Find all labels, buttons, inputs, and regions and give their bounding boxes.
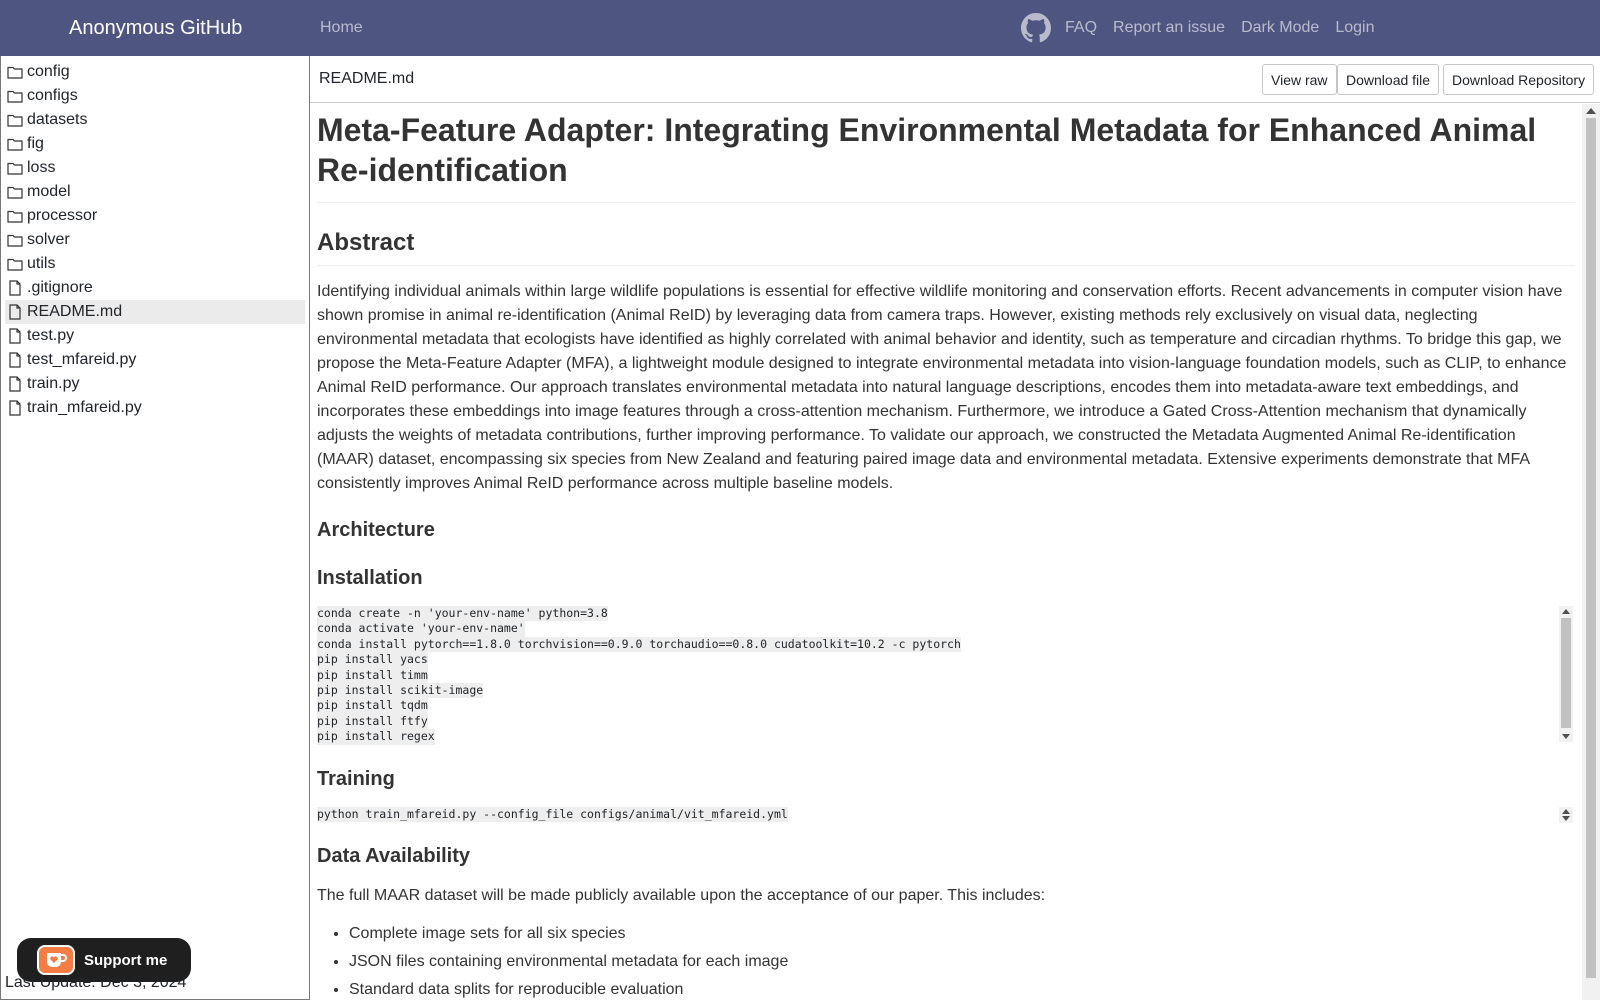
tree-item-label: test.py <box>27 327 75 344</box>
tree-folder-utils[interactable] <box>5 252 305 276</box>
content-scrollbar[interactable] <box>1582 104 1600 1000</box>
tree-file-readme-md[interactable] <box>5 300 305 324</box>
download-file-button[interactable]: Download file <box>1337 64 1439 95</box>
architecture-heading: Architecture <box>317 519 435 541</box>
tree-item-label: train.py <box>27 375 80 392</box>
data-availability-text: The full MAAR dataset will be made publicly available upon the acceptance of our paper. This includes: <box>317 887 1046 905</box>
tree-item-label: model <box>27 183 71 200</box>
last-update-text: Last Update: Dec 3, 2024 <box>5 974 187 991</box>
code-line: pip install scikit-image <box>317 683 484 698</box>
code-scrollbar[interactable] <box>1559 606 1573 742</box>
nav-dark-mode-toggle[interactable]: Dark Mode <box>1241 19 1320 36</box>
folder-icon <box>7 160 23 176</box>
tree-folder-fig[interactable] <box>5 132 305 156</box>
folder-icon <box>7 184 23 200</box>
file-tree-sidebar <box>0 56 310 1000</box>
data-availability-list <box>317 922 1575 1000</box>
training-code: python train_mfareid.py --config_file configs/animal/vit_mfareid.yml <box>317 806 788 821</box>
tree-folder-config[interactable] <box>5 60 305 84</box>
nav-right-group <box>1021 12 1390 44</box>
tree-file-gitignore[interactable] <box>5 276 305 300</box>
installation-heading: Installation <box>317 567 423 589</box>
abstract-text: Identifying individual animals within large wildlife populations is essential for effective wildlife monitoring and conservation efforts. Recent advancements in computer vision have shown promise in animal re-identification (Animal ReID) by leveraging data from camera traps. However, existing methods rely exclusively on visual data, neglecting environmental metadata that ecologists have identified as highly correlated with animal behavior and identity, such as temperature and circadian rhythms. To bridge this gap, we propose the Meta-Feature Adapter (MFA), a lightweight module designed to integrate environmental metadata into vision-language foundation models, such as CLIP, to enhance Animal ReID performance. Our approach translates environmental metadata into natural language descriptions, encodes them into metadata-aware text embeddings, and incorporates these embeddings into image features through a cross-attention mechanism. Furthermore, we introduce a Gated Cross-Attention mechanism that dynamically adjusts the weights of metadata contributions, further improving performance. To validate our approach, we constructed the Metadata Augmented Animal Re-identification (MAAR) dataset, encompassing six species from New Zealand and featuring paired image data and environmental metadata. Extensive experiments demonstrate that MFA consistently improves Animal ReID performance across multiple baseline models. <box>317 283 1567 492</box>
tree-item-label: loss <box>27 159 56 176</box>
current-file-name: README.md <box>319 70 415 87</box>
code-line: pip install timm <box>317 667 428 682</box>
folder-icon <box>7 208 23 224</box>
tree-item-label: datasets <box>27 111 88 128</box>
code-line: conda create -n 'your-env-name' python=3.8 <box>317 606 608 620</box>
code-line: pip install tqdm <box>317 698 428 713</box>
github-icon[interactable] <box>1021 13 1051 43</box>
file-icon <box>7 376 23 392</box>
list-item: • JSON files containing environmental metadata for each image <box>349 950 1575 974</box>
file-icon <box>7 304 23 320</box>
code-line: conda activate 'your-env-name' <box>317 621 525 636</box>
tree-folder-loss[interactable] <box>5 156 305 180</box>
tree-file-train-mfareid-py[interactable] <box>5 396 305 420</box>
tree-item-label: README.md <box>27 303 123 320</box>
readme-content <box>310 104 1582 1000</box>
tree-item-label: config <box>27 63 70 80</box>
folder-icon <box>7 88 23 104</box>
installation-code <box>317 606 1575 745</box>
tree-file-train-py[interactable] <box>5 372 305 396</box>
tree-folder-configs[interactable] <box>5 84 305 108</box>
download-repository-button[interactable]: Download Repository <box>1443 64 1594 95</box>
tree-folder-model[interactable] <box>5 180 305 204</box>
list-item: • Complete image sets for all six species <box>349 922 1575 946</box>
tree-item-label: configs <box>27 87 78 104</box>
training-heading: Training <box>317 767 395 790</box>
tree-item-label: train_mfareid.py <box>27 399 142 416</box>
file-viewer <box>310 56 1600 1000</box>
scroll-thumb[interactable] <box>1586 118 1596 978</box>
nav-faq-link[interactable]: FAQ <box>1065 19 1098 36</box>
tree-folder-datasets[interactable] <box>5 108 305 132</box>
scroll-up-icon[interactable] <box>1562 809 1570 814</box>
data-availability-heading: Data Availability <box>317 845 471 868</box>
tree-file-test-py[interactable] <box>5 324 305 348</box>
folder-icon <box>7 112 23 128</box>
tree-item-label: solver <box>27 231 70 248</box>
scroll-down-icon[interactable] <box>1562 816 1570 821</box>
nav-report-issue-link[interactable]: Report an issue <box>1113 19 1226 36</box>
tree-item-label: .gitignore <box>27 279 93 296</box>
training-code-scrollbar[interactable] <box>1559 807 1573 823</box>
readme-title: Meta-Feature Adapter: Integrating Environmental Metadata for Enhanced Animal Re-identification <box>317 110 1575 203</box>
tree-file-test-mfareid-py[interactable] <box>5 348 305 372</box>
scroll-up-icon[interactable] <box>1586 108 1596 114</box>
code-line: pip install regex <box>317 729 435 744</box>
tree-item-label: fig <box>27 135 44 152</box>
file-icon <box>7 400 23 416</box>
nav-home-link[interactable]: Home <box>320 19 363 36</box>
training-code-block[interactable] <box>317 807 1575 822</box>
nav-login-link[interactable]: Login <box>1335 19 1375 36</box>
folder-icon <box>7 256 23 272</box>
tree-item-label: test_mfareid.py <box>27 351 137 368</box>
support-me-label: Support me <box>84 951 168 969</box>
code-line: pip install yacs <box>317 652 428 667</box>
folder-icon <box>7 136 23 152</box>
file-icon <box>7 280 23 296</box>
scroll-up-icon[interactable] <box>1562 609 1570 614</box>
view-raw-button[interactable]: View raw <box>1262 64 1337 95</box>
file-tree <box>1 56 309 420</box>
scroll-thumb[interactable] <box>1561 618 1571 728</box>
folder-icon <box>7 64 23 80</box>
code-line: pip install ftfy <box>317 713 428 728</box>
tree-item-label: utils <box>27 255 56 272</box>
kofi-cup-icon <box>37 945 75 975</box>
brand-link[interactable]: Anonymous GitHub <box>69 17 243 39</box>
scroll-down-icon[interactable] <box>1562 734 1570 739</box>
file-header <box>310 56 1600 103</box>
top-navbar <box>0 0 1600 56</box>
list-item: • Standard data splits for reproducible evaluation <box>349 978 1575 1000</box>
file-icon <box>7 352 23 368</box>
file-icon <box>7 328 23 344</box>
tree-folder-processor[interactable] <box>5 204 305 228</box>
tree-folder-solver[interactable] <box>5 228 305 252</box>
abstract-heading: Abstract <box>317 225 1575 266</box>
tree-item-label: processor <box>27 207 98 224</box>
installation-code-block[interactable] <box>317 606 1575 745</box>
code-line: conda install pytorch==1.8.0 torchvision==0.9.0 torchaudio==0.8.0 cudatoolkit=10.2 -c pytorch <box>317 636 961 651</box>
folder-icon <box>7 232 23 248</box>
